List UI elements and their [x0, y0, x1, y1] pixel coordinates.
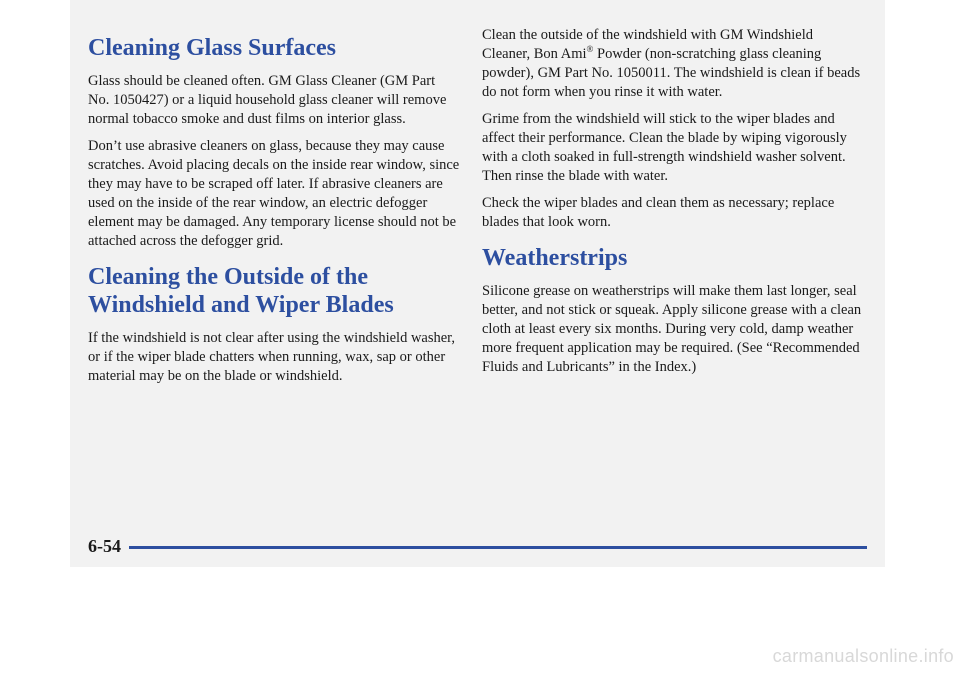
right-column [482, 22, 862, 385]
manual-page [70, 0, 885, 567]
paragraph-abrasive-cleaners: Don’t use abrasive cleaners on glass, because they may cause scratches. Avoid placing decals on the inside rear window, since they may have to be scraped off later. If abrasive cleaners are used on the inside of the rear window, an electric defogger element may be damaged. Any temporary license should not be attached across the defogger grid. [88, 138, 460, 249]
registered-mark: ® [586, 44, 594, 55]
page-footer [88, 535, 867, 557]
paragraph-glass-cleaner: Glass should be cleaned often. GM Glass Cleaner (GM Part No. 1050427) or a liquid household glass cleaner will remove normal tobacco smoke and dust films on interior glass. [88, 73, 447, 127]
paragraph-silicone-grease: Silicone grease on weatherstrips will make them last longer, seal better, and not stick or squeak. Apply silicone grease with a clean cloth at least every six months. During very cold, damp weather more frequent application may be required. (See “Recommended Fluids and Lubricants” in the Index.) [482, 283, 862, 375]
text-segment: Clean the outside of the windshield with GM Windshield Cleaner, Bon Ami [482, 27, 814, 62]
text-segment: Powder (non-scratching glass cleaning powder), GM Part No. 1050011. The windshield is clean if beads do not form when you rinse it with water. [482, 46, 861, 100]
paragraph-windshield-cleaner [482, 26, 862, 102]
page-number: 6-54 [88, 535, 121, 556]
heading-line-1: Cleaning the Outside of the [88, 264, 369, 290]
heading-cleaning-windshield-wipers [88, 263, 460, 319]
paragraph-check-wipers: Check the wiper blades and clean them as necessary; replace blades that look worn. [482, 195, 835, 230]
footer-rule [129, 546, 867, 549]
heading-weatherstrips: Weatherstrips [482, 245, 628, 271]
heading-line-2: Windshield and Wiper Blades [88, 292, 394, 318]
heading-cleaning-glass-surfaces: Cleaning Glass Surfaces [88, 35, 337, 61]
paragraph-windshield-not-clear: If the windshield is not clear after using the windshield washer, or if the wiper blade chatters when running, wax, sap or other material may be on the blade or windshield. [88, 330, 456, 384]
watermark-text: carmanualsonline.info [772, 646, 954, 666]
left-column [88, 22, 460, 394]
paragraph-grime: Grime from the windshield will stick to the wiper blades and affect their performance. Clean the blade by wiping vigorously with a cloth soaked in full-strength windshield washer solvent. Then rinse the blade with water. [482, 111, 847, 184]
